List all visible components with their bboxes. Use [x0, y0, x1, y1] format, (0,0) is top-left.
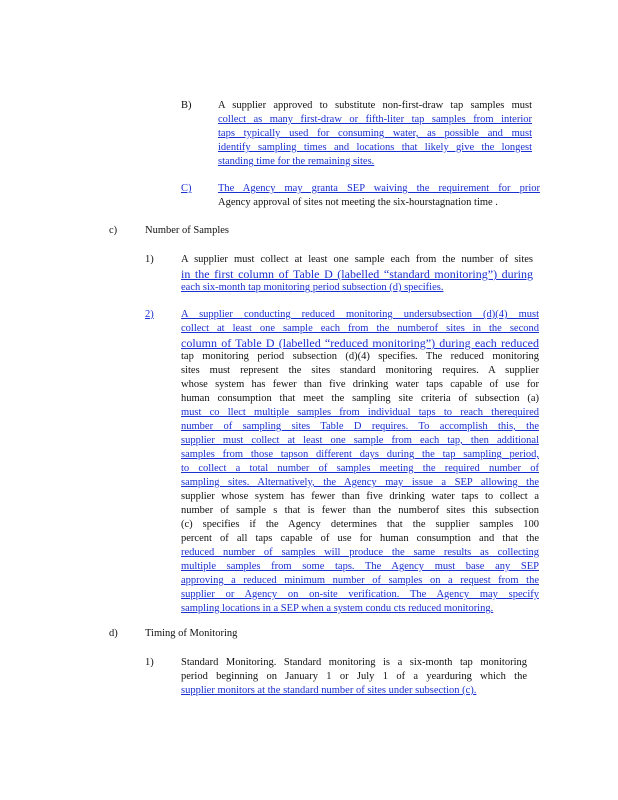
text-line: A supplier conducting reduced monitoring undersubsection (d)(4) must — [181, 309, 539, 320]
text-line: A supplier approved to substitute non-first-draw tap samples must — [218, 100, 532, 111]
text-line: number of sample s that is fewer than the numberof sites this subsection — [181, 505, 539, 516]
item-b-text — [218, 99, 532, 169]
item-c2-label: 2) — [145, 309, 154, 320]
text-line: supplier must collect at least one sample from each tap, then additional — [181, 435, 539, 446]
text-line: supplier monitors at the standard number of sites under subsection (c). — [181, 685, 477, 696]
section-d-title: Timing of Monitoring — [145, 628, 238, 639]
text-line: number of sampling sites Table D requires. To accomplish this, the — [181, 421, 539, 432]
item-c2-text — [181, 308, 539, 616]
text-line: sites must represent the sites standard monitoring requires. A supplier — [181, 365, 539, 376]
text-line: samples from those tapson different days during the tap sampling period, — [181, 449, 539, 460]
text-line: in the first column of Table D (labelled “standard monitoring”) during — [181, 267, 533, 281]
item-c1-label: 1) — [145, 254, 154, 265]
item-b-label: B) — [181, 100, 192, 111]
text-line: Standard Monitoring. Standard monitoring is a six-month tap monitoring — [181, 657, 527, 668]
section-d-label: d) — [109, 628, 118, 639]
text-line: (c) specifies if the Agency determines that the supplier samples 100 — [181, 519, 539, 530]
text-line: The Agency may granta SEP waiving the requirement for prior — [218, 183, 540, 194]
text-line: human consumption that meet the sampling site criteria of subsection (a) — [181, 393, 539, 404]
text-line: supplier or Agency on on-site verification. The Agency may specify — [181, 589, 539, 600]
item-d1-text — [181, 656, 527, 698]
text-line: sampling sites. Alternatively, the Agency may issue a SEP allowing the — [181, 477, 539, 488]
text-line: approving a reduced minimum number of samples on a request from the — [181, 575, 539, 586]
text-line: whose system has fewer than five drinking water taps capable of use for — [181, 379, 539, 390]
text-line: standing time for the remaining sites. — [218, 156, 375, 167]
item-c-text — [218, 182, 540, 210]
text-line: collect as many first-draw or fifth-liter tap samples from interior — [218, 114, 532, 125]
text-line: percent of all taps capable of use for human consumption and that the — [181, 533, 539, 544]
text-line: sampling locations in a SEP when a system condu cts reduced monitoring. — [181, 603, 494, 614]
text-line: identify sampling times and locations that likely give the longest — [218, 142, 532, 153]
text-line: multiple samples from some taps. The Agency must base any SEP — [181, 561, 539, 572]
text-line: tap monitoring period subsection (d)(4) specifies. The reduced monitoring — [181, 351, 539, 362]
text-line: each six-month tap monitoring period subsection (d) specifies. — [181, 282, 444, 293]
item-d1-label: 1) — [145, 657, 154, 668]
text-line: column of Table D (labelled “reduced monitoring”) during each reduced — [181, 336, 539, 350]
text-line: taps typically used for consuming water, as possible and must — [218, 128, 532, 139]
text-line: collect at least one sample each from the numberof sites in the second — [181, 323, 539, 334]
text-line: supplier whose system has fewer than five drinking water taps to collect a — [181, 491, 539, 502]
section-c-title: Number of Samples — [145, 225, 229, 236]
item-c-label: C) — [181, 183, 192, 194]
text-line: reduced number of samples will produce the same results as collecting — [181, 547, 539, 558]
text-line: Agency approval of sites not meeting the six-hourstagnation time . — [218, 197, 498, 208]
section-c-label: c) — [109, 225, 118, 236]
item-c1-text — [181, 253, 533, 295]
text-line: must co llect multiple samples from individual taps to reach therequired — [181, 407, 539, 418]
text-line: A supplier must collect at least one sample each from the number of sites — [181, 254, 533, 265]
text-line: to collect a total number of samples meeting the required number of — [181, 463, 539, 474]
text-line: period beginning on January 1 or July 1 of a yearduring which the — [181, 671, 527, 682]
